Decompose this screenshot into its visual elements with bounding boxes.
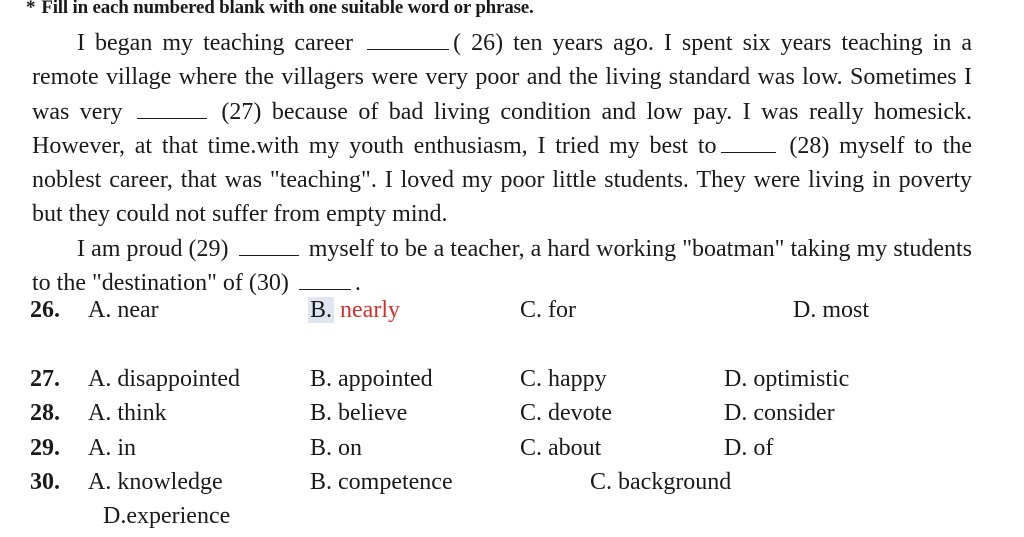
option-28-c[interactable]: C. devote	[520, 400, 612, 426]
option-29-d[interactable]: D. of	[724, 435, 774, 461]
passage-text: I began my teaching career	[77, 30, 354, 56]
option-27-c[interactable]: C. happy	[520, 366, 607, 392]
passage-text: ten years ago. I spent six years teaching in a remote village where the villagers were very poor and the living standard was low. Sometimes I was very	[32, 30, 973, 125]
instruction-text: Fill in each numbered blank with one suitable word or phrase.	[41, 0, 534, 18]
option-26-c[interactable]: C. for	[520, 297, 576, 323]
blank-26[interactable]	[367, 31, 449, 50]
blank-27[interactable]	[137, 100, 207, 119]
blank-30[interactable]	[299, 271, 351, 290]
option-30-b[interactable]: B. competence	[310, 469, 453, 495]
option-28-d[interactable]: D. consider	[724, 400, 835, 426]
blank-29[interactable]	[239, 237, 299, 256]
option-26-a[interactable]: A. near	[88, 297, 159, 323]
option-29-a[interactable]: A. in	[88, 435, 136, 461]
passage-text: myself to the noblest career, that was "teaching". I loved my poor little students. They were living in poverty but they could not suffer from empty mind.	[32, 132, 973, 228]
option-29-b[interactable]: B. on	[310, 435, 363, 461]
passage-paragraph-2	[32, 232, 972, 301]
blank-number-29: (29)	[188, 235, 229, 262]
question-number-27: 27.	[30, 366, 60, 392]
asterisk-marker: *	[26, 0, 36, 18]
option-28-b[interactable]: B. believe	[310, 400, 408, 426]
option-27-a[interactable]: A. disappointed	[88, 366, 240, 392]
passage-text: myself to be a teacher, a hard working "boatman" taking my students to the "destination" of	[32, 235, 972, 297]
blank-number-28: (28)	[789, 132, 830, 159]
instruction-heading	[26, 0, 534, 19]
passage-text: I am proud	[77, 235, 183, 262]
passage-text: because of bad living condition and low pay. I was really homesick. However, at that time.with my youth enthusiasm, I tried my best to	[32, 98, 973, 159]
option-30-d[interactable]: D.experience	[103, 503, 231, 529]
passage-paragraph-1	[32, 26, 972, 232]
blank-number-30: (30)	[248, 270, 289, 297]
option-26-b-word: nearly	[340, 297, 400, 323]
blank-number-26: ( 26)	[453, 30, 504, 56]
option-30-c[interactable]: C. background	[590, 469, 732, 495]
passage-period: .	[354, 270, 361, 297]
cloze-passage	[32, 26, 972, 300]
option-26-b[interactable]	[310, 297, 400, 324]
question-number-26: 26.	[30, 297, 60, 323]
blank-28[interactable]	[721, 134, 776, 153]
option-27-b[interactable]: B. appointed	[310, 366, 433, 392]
blank-number-27: (27)	[221, 98, 262, 125]
option-30-a[interactable]: A. knowledge	[88, 469, 223, 495]
option-26-b-letter: B.	[310, 297, 333, 323]
option-28-a[interactable]: A. think	[88, 400, 167, 426]
question-number-28: 28.	[30, 400, 60, 426]
option-27-d[interactable]: D. optimistic	[724, 366, 850, 392]
option-26-d[interactable]: D. most	[793, 297, 870, 323]
question-number-29: 29.	[30, 435, 60, 461]
option-29-c[interactable]: C. about	[520, 435, 602, 461]
question-number-30: 30.	[30, 469, 60, 495]
